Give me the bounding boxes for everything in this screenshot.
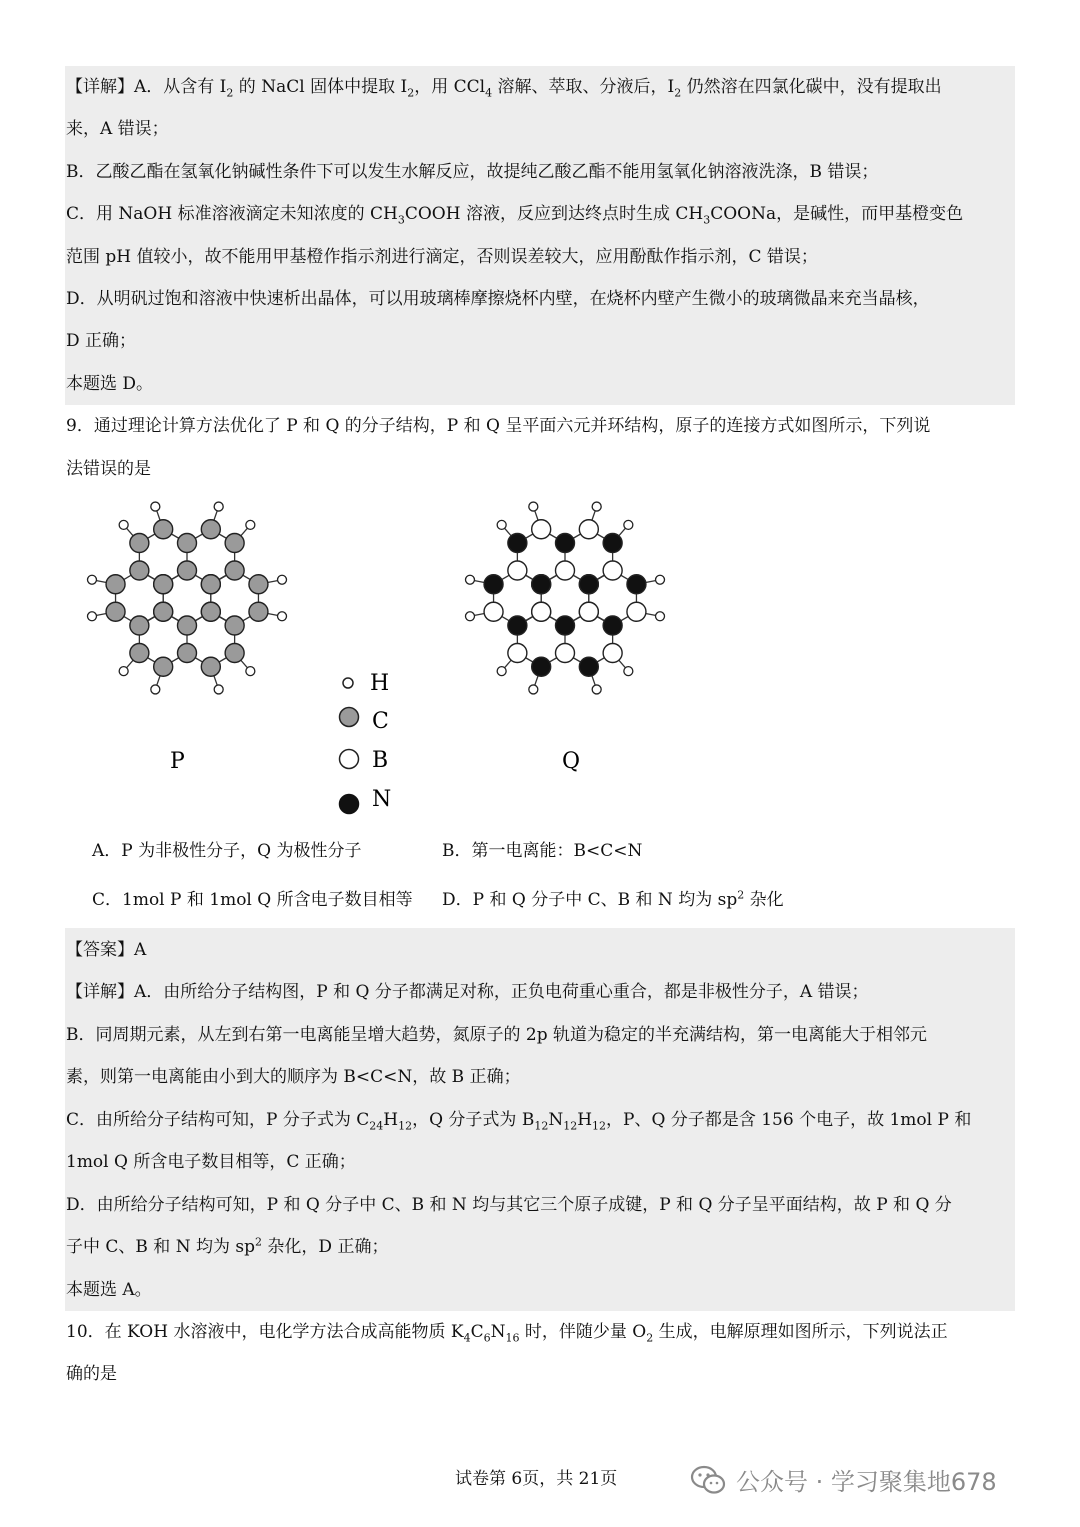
label-q: Q: [562, 749, 581, 774]
p-carbon-atom: [130, 616, 149, 635]
q-hydrogen-atom: [497, 667, 506, 676]
p-carbon-atom: [106, 602, 125, 621]
q9-explain-line-4: C．由所给分子结构可知，P 分子式为 $C_{24}H_{12}$，Q 分子式为 $B_{12}N_{12}H_{12}$，P、Q 分子都是含 156 个电子，故 1mol P 和: [66, 1110, 972, 1133]
q-nitrogen-atom: [579, 657, 598, 676]
q9-option-b: B．第一电离能：B<C<N: [442, 841, 643, 861]
q9-explain-line-2: B．同周期元素，从左到右第一电离能呈增大趋势，氮原子的 2p 轨道为稳定的半充满结构，第一电离能大于相邻元: [66, 1025, 927, 1045]
q10-stem-line-2: 确的是: [66, 1364, 117, 1384]
q9-option-a: A．P 为非极性分子，Q 为极性分子: [92, 841, 362, 861]
legend-c-label: C: [372, 709, 389, 734]
q-hydrogen-atom: [592, 502, 601, 511]
q9-stem-line-1: 9．通过理论计算方法优化了 P 和 Q 的分子结构，P 和 Q 呈平面六元并环结构，原子的连接方式如图所示，下列说: [66, 416, 931, 436]
solution-box-q8: [65, 66, 1015, 405]
q-boron-atom: [532, 520, 551, 539]
p-carbon-atom: [154, 657, 173, 676]
q9-explain-line-1: 【详解】A．由所给分子结构图，P 和 Q 分子都满足对称，正负电荷重心重合，都是非极性分子，A 错误；: [66, 982, 869, 1002]
watermark-text: 公众号 · 学习聚集地678: [736, 1468, 997, 1496]
q-boron-atom: [603, 561, 622, 580]
q-nitrogen-atom: [508, 616, 527, 635]
legend-h-swatch: [343, 678, 353, 688]
p-hydrogen-atom: [278, 612, 287, 621]
p-hydrogen-atom: [151, 502, 160, 511]
p-carbon-atom: [225, 561, 244, 580]
p-carbon-atom: [201, 602, 220, 621]
q8-explain-line-3: B．乙酸乙酯在氢氧化钠碱性条件下可以发生水解反应，故提纯乙酸乙酯不能用氢氧化钠溶液洗涤，B 错误；: [66, 162, 879, 182]
legend-b-label: B: [372, 748, 389, 773]
q-nitrogen-atom: [532, 657, 551, 676]
p-hydrogen-atom: [151, 685, 160, 694]
legend-n-label: N: [372, 787, 392, 812]
q-nitrogen-atom: [579, 575, 598, 594]
q-boron-atom: [556, 561, 575, 580]
q8-explain-line-1: 【详解】A．从含有 $I_2$ 的 NaCl 固体中提取 $I_2$，用 CCl$_4$ 溶解、萃取、分液后，$I_2$ 仍然溶在四氯化碳中，没有提取出: [66, 77, 942, 100]
q-nitrogen-atom: [627, 575, 646, 594]
q-boron-atom: [532, 602, 551, 621]
p-carbon-atom: [225, 534, 244, 553]
q9-option-d: D．P 和 Q 分子中 C、B 和 N 均为 $sp^2$ 杂化: [442, 888, 784, 910]
legend: [340, 671, 392, 814]
q-hydrogen-atom: [465, 575, 474, 584]
q-boron-atom: [627, 602, 646, 621]
q8-conclusion: 本题选 D。: [66, 374, 154, 394]
p-hydrogen-atom: [119, 520, 128, 529]
q-boron-atom: [579, 520, 598, 539]
p-carbon-atom: [249, 575, 268, 594]
q-hydrogen-atom: [656, 612, 665, 621]
p-hydrogen-atom: [119, 667, 128, 676]
q-boron-atom: [603, 644, 622, 663]
p-carbon-atom: [154, 575, 173, 594]
p-carbon-atom: [225, 616, 244, 635]
q-boron-atom: [579, 602, 598, 621]
q8-explain-line-7: D 正确；: [66, 331, 137, 351]
q9-explain-line-6: D．由所给分子结构可知，P 和 Q 分子中 C、B 和 N 均与其它三个原子成键，P 和 Q 分子呈平面结构，故 P 和 Q 分: [66, 1195, 952, 1215]
q-hydrogen-atom: [624, 667, 633, 676]
p-carbon-atom: [249, 602, 268, 621]
q-hydrogen-atom: [529, 502, 538, 511]
q9-conclusion: 本题选 A。: [66, 1280, 152, 1300]
p-carbon-atom: [178, 616, 197, 635]
molecule-p-atoms: [87, 502, 286, 694]
q-nitrogen-atom: [603, 616, 622, 635]
legend-n-swatch: [340, 795, 359, 814]
q-hydrogen-atom: [656, 575, 665, 584]
q-nitrogen-atom: [484, 575, 503, 594]
legend-c-swatch: [340, 708, 359, 727]
p-carbon-atom: [154, 602, 173, 621]
page-footer: 试卷第 6页，共 21页: [455, 1469, 618, 1489]
p-hydrogen-atom: [214, 685, 223, 694]
p-carbon-atom: [201, 575, 220, 594]
q-hydrogen-atom: [529, 685, 538, 694]
q-boron-atom: [484, 602, 503, 621]
p-carbon-atom: [178, 534, 197, 553]
p-carbon-atom: [130, 534, 149, 553]
p-hydrogen-atom: [87, 612, 96, 621]
q-nitrogen-atom: [508, 534, 527, 553]
q9-answer: 【答案】A: [66, 940, 147, 960]
q8-explain-line-4: C．用 NaOH 标准溶液滴定未知浓度的 $CH_3COOH$ 溶液，反应到达终点时生成 $CH_3COONa$，是碱性，而甲基橙变色: [66, 204, 964, 227]
p-hydrogen-atom: [87, 575, 96, 584]
q10-stem-line-1: 10．在 KOH 水溶液中，电化学方法合成高能物质 $K_4C_6N_{16}$ 时，伴随少量 $O_2$ 生成，电解原理如图所示，下列说法正: [66, 1322, 948, 1345]
p-carbon-atom: [130, 561, 149, 580]
p-carbon-atom: [154, 520, 173, 539]
q8-explain-line-6: D．从明矾过饱和溶液中快速析出晶体，可以用玻璃棒摩擦烧杯内壁，在烧杯内壁产生微小的玻璃微晶来充当晶核，: [66, 289, 930, 309]
q-boron-atom: [556, 644, 575, 663]
q-nitrogen-atom: [556, 616, 575, 635]
q8-explain-line-5: 范围 pH 值较小，故不能用甲基橙作指示剂进行滴定，否则误差较大，应用酚酞作指示剂，C 错误；: [66, 247, 818, 267]
p-carbon-atom: [130, 644, 149, 663]
q9-explain-line-7: 子中 C、B 和 N 均为 $sp^2$ 杂化，D 正确；: [66, 1235, 389, 1257]
p-hydrogen-atom: [278, 575, 287, 584]
watermark: [690, 1462, 997, 1497]
q8-explain-line-2: 来，A 错误；: [66, 119, 169, 139]
q-boron-atom: [508, 644, 527, 663]
wechat-icon: [690, 1465, 726, 1495]
p-hydrogen-atom: [246, 667, 255, 676]
q9-explain-line-3: 素，则第一电离能由小到大的顺序为 B<C<N，故 B 正确；: [66, 1067, 521, 1087]
q-hydrogen-atom: [624, 520, 633, 529]
legend-h-label: H: [370, 671, 390, 696]
q-nitrogen-atom: [603, 534, 622, 553]
q9-option-c: C．1mol P 和 1mol Q 所含电子数目相等: [92, 890, 413, 910]
q-hydrogen-atom: [592, 685, 601, 694]
p-carbon-atom: [178, 561, 197, 580]
p-carbon-atom: [178, 644, 197, 663]
molecule-q-atoms: [465, 502, 664, 694]
p-carbon-atom: [106, 575, 125, 594]
p-carbon-atom: [201, 520, 220, 539]
legend-b-swatch: [340, 750, 359, 769]
q-hydrogen-atom: [465, 612, 474, 621]
q-boron-atom: [508, 561, 527, 580]
p-carbon-atom: [201, 657, 220, 676]
p-carbon-atom: [225, 644, 244, 663]
molecule-diagram: [0, 490, 1080, 820]
q-hydrogen-atom: [497, 520, 506, 529]
q9-explain-line-5: 1mol Q 所含电子数目相等，C 正确；: [66, 1152, 356, 1172]
p-hydrogen-atom: [246, 520, 255, 529]
p-hydrogen-atom: [214, 502, 223, 511]
q9-stem-line-2: 法错误的是: [66, 459, 151, 479]
q-nitrogen-atom: [532, 575, 551, 594]
q-nitrogen-atom: [556, 534, 575, 553]
label-p: P: [170, 749, 185, 774]
